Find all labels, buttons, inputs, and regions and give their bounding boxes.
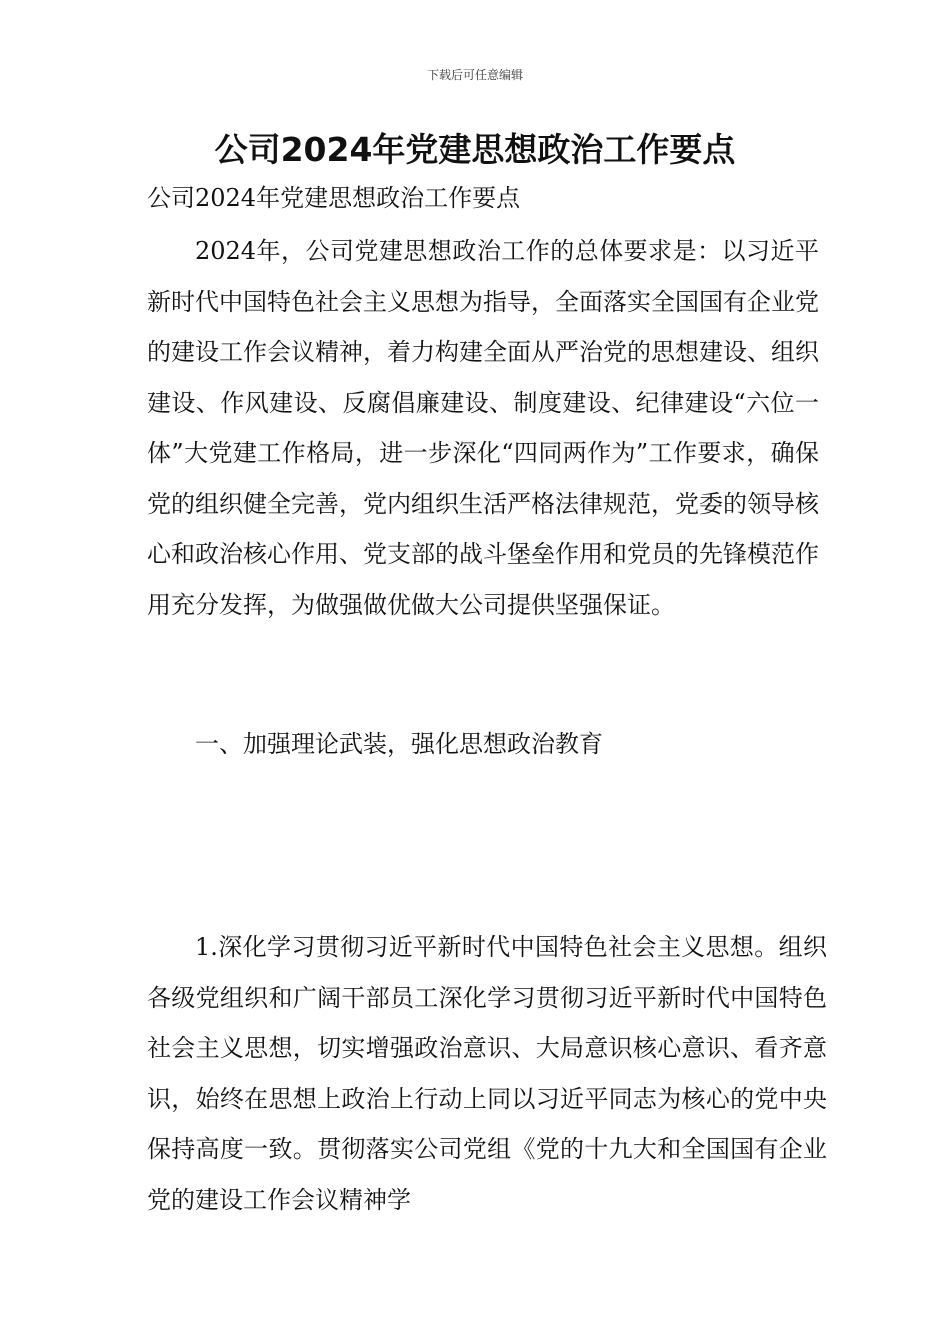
document-title: 公司2024年党建思想政治工作要点: [214, 130, 736, 169]
section-heading-1: 一、加强理论武装，强化思想政治教育: [195, 730, 603, 758]
document-subtitle: 公司2024年党建思想政治工作要点: [147, 184, 521, 212]
header-note: 下载后可任意编辑: [426, 68, 523, 82]
item-1-paragraph: 1.深化学习贯彻习近平新时代中国特色社会主义思想。组织各级党组织和广阔干部员工深化学习贯彻习近平新时代中国特色社会主义思想，切实增强政治意识、大局意识核心意识、看齐意识，始终在思想上政治上行动上同以习近平同志为核心的党中央保持高度一致。贯彻落实公司党组《党的十九大和全国国有企业党的建设工作会议精神学: [147, 933, 827, 1214]
intro-paragraph: 2024年，公司党建思想政治工作的总体要求是：以习近平新时代中国特色社会主义思想为指导，全面落实全国国有企业党的建设工作会议精神，着力构建全面从严治党的思想建设、组织建设、作风建设、反腐倡廉建设、制度建设、纪律建设“六位一体”大党建工作格局，进一步深化“四同两作为”工作要求，确保党的组织健全完善，党内组织生活严格法律规范，党委的领导核心和政治核心作用、党支部的战斗堡垒作用和党员的先锋模范作用充分发挥，为做强做优做大公司提供坚强保证。: [147, 237, 819, 619]
